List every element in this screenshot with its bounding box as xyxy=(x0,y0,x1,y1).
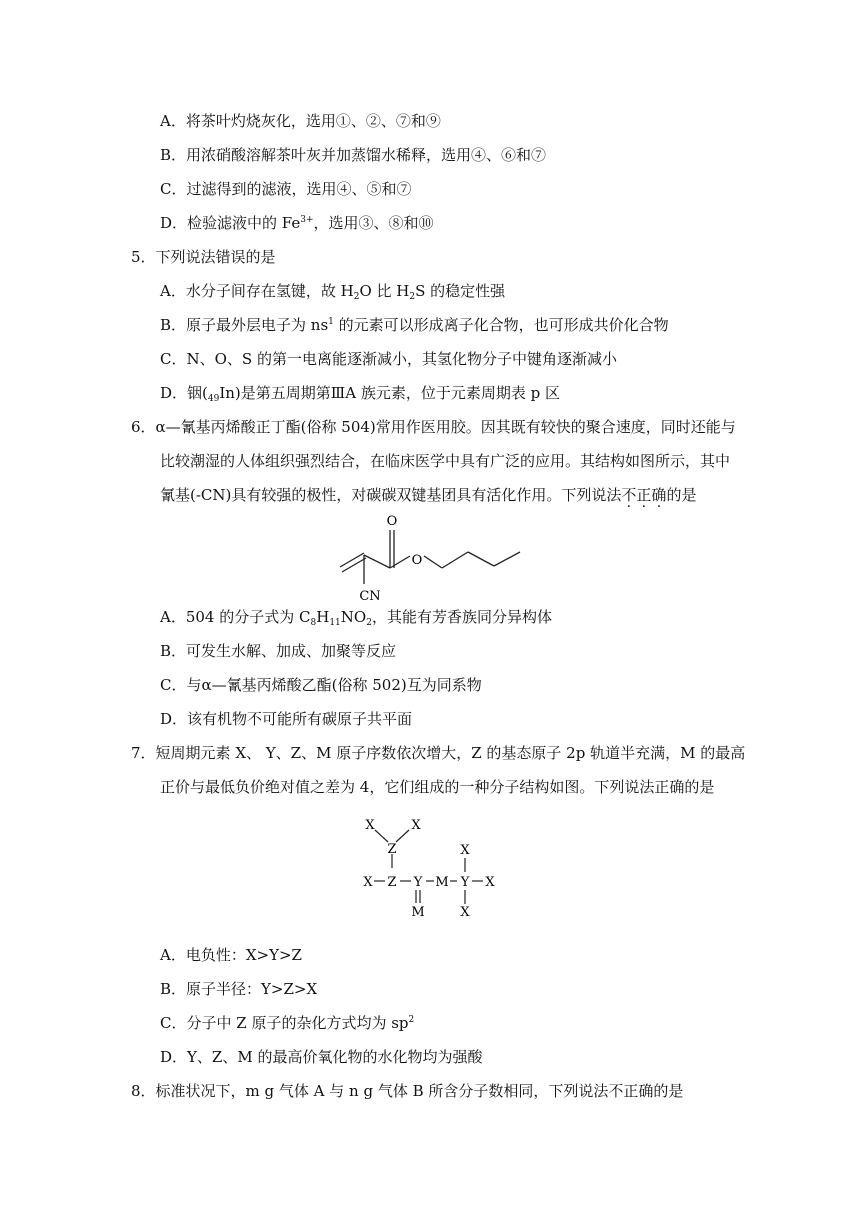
q5-option-d: D．铟$(_{49}In)$是第五周期第ⅢA 族元素，位于元素周期表 p 区 xyxy=(160,384,560,404)
carbonyl-oxygen-label: O xyxy=(386,514,398,529)
q6-stem-line3: 氰基(-CN)具有较强的极性，对碳碳双键基团具有活化作用。下列说法不正确的是 xyxy=(160,486,697,504)
atom-m: M xyxy=(411,905,425,920)
q7-option-a: A．电负性：X>Y>Z xyxy=(160,946,302,964)
q4-option-c: C．过滤得到的滤液，选用④、⑤和⑦ xyxy=(160,180,412,198)
cyano-label: CN xyxy=(359,589,381,604)
atom-x: X xyxy=(485,875,495,890)
q4-option-b: B．用浓硝酸溶解茶叶灰并加蒸馏水稀释，选用④、⑥和⑦ xyxy=(160,146,547,164)
q4-option-d: D．检验滤液中的 $Fe^{3+}$，选用③、⑧和⑩ xyxy=(160,214,434,232)
q7-structure-figure xyxy=(356,812,506,922)
atom-x: X xyxy=(365,818,375,833)
atom-x: X xyxy=(411,818,421,833)
q6-option-d: D．该有机物不可能所有碳原子共平面 xyxy=(160,710,413,728)
q7-stem-line2: 正价与最低负价绝对值之差为 4，它们组成的一种分子结构如图。下列说法正确的是 xyxy=(160,778,715,796)
q5-option-b: B．原子最外层电子为 $ns^1$ 的元素可以形成离子化合物，也可形成共价化合物 xyxy=(160,316,669,334)
q5-stem: 5．下列说法错误的是 xyxy=(131,248,276,266)
q6-stem-line1: 6．α—氰基丙烯酸正丁酯(俗称 504)常用作医用胶。因其既有较快的聚合速度，同时还能与 xyxy=(131,418,736,436)
atom-m: M xyxy=(435,875,449,890)
atom-x: X xyxy=(363,875,373,890)
q5-option-a: A．水分子间存在氢键，故 $H_2O$ 比 $H_2S$ 的稳定性强 xyxy=(160,282,506,302)
atom-z: Z xyxy=(387,875,397,890)
q7-stem-line1: 7．短周期元素 X、 Y、Z、M 原子序数依次增大，Z 的基态原子 2p 轨道半充满，M 的最高 xyxy=(131,744,746,762)
q8-stem: 8．标准状况下，m g 气体 A 与 n g 气体 B 所含分子数相同，下列说法不正确的是 xyxy=(131,1082,684,1100)
atom-x: X xyxy=(460,905,470,920)
atom-z: Z xyxy=(387,842,397,857)
q6-structure-figure xyxy=(330,508,530,604)
q7-option-b: B．原子半径：Y>Z>X xyxy=(160,980,318,998)
q5-option-c: C．N、O、S 的第一电离能逐渐减小，其氢化物分子中键角逐渐减小 xyxy=(160,350,617,368)
q4-option-a: A．将茶叶灼烧灰化，选用①、②、⑦和⑨ xyxy=(160,112,441,130)
atom-y: Y xyxy=(460,875,470,890)
q6-option-a: A．504 的分子式为 $C_8H_{11}NO_2$，其能有芳香族同分异构体 xyxy=(160,608,552,628)
q6-option-b: B．可发生水解、加成、加聚等反应 xyxy=(160,642,397,660)
atom-y: Y xyxy=(413,875,423,890)
q6-option-c: C．与α—氰基丙烯酸乙酯(俗称 502)互为同系物 xyxy=(160,676,482,694)
atom-x: X xyxy=(460,843,470,858)
ester-oxygen-label: O xyxy=(411,553,423,568)
q6-stem-line2: 比较潮湿的人体组织强烈结合，在临床医学中具有广泛的应用。其结构如图所示，其中 xyxy=(160,452,731,470)
q7-option-d: D．Y、Z、M 的最高价氧化物的水化物均为强酸 xyxy=(160,1048,483,1066)
q7-option-c: C．分子中 Z 原子的杂化方式均为 $sp^2$ xyxy=(160,1014,415,1032)
